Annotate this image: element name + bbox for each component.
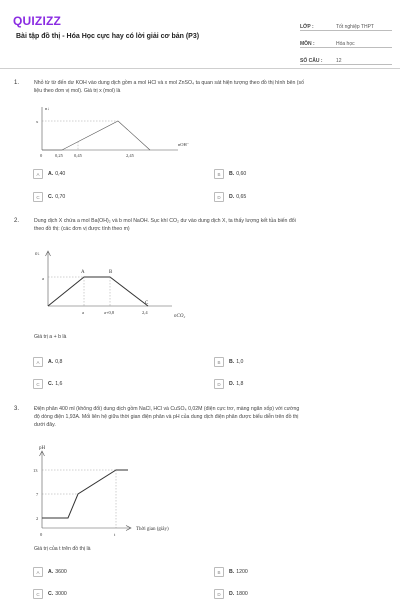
option-text: 0,65: [236, 194, 247, 200]
graph-x-tick: a: [82, 310, 84, 315]
option-text: 1200: [236, 569, 248, 575]
graph-y-tick: 7: [36, 492, 39, 497]
question-text-line: liệu theo đơn vị mol). Giá trị x (mol) là: [34, 88, 121, 94]
option-letter: C.: [48, 194, 54, 200]
option-marker: A: [33, 169, 43, 179]
option-text: 1,6: [55, 381, 63, 387]
option-marker: B: [214, 169, 224, 179]
option-marker: C: [33, 192, 43, 202]
question-text-line: dưới đây.: [34, 422, 56, 428]
document-title: Bài tập đồ thị - Hóa Học cực hay có lời giải cơ bản (P3): [16, 33, 200, 40]
option-marker: B: [214, 357, 224, 367]
graph-point-label: B: [109, 270, 113, 275]
meta-value: 12: [336, 58, 342, 64]
option-text: 3600: [55, 569, 67, 575]
question-text-line: theo đồ thị: (các đơn vị được tính theo m): [34, 226, 130, 232]
graph-x-tick: 2,45: [126, 153, 134, 158]
question-number: 3.: [14, 406, 20, 412]
question-text-line: Nhỏ từ từ đến dư KOH vào dung dịch gồm a mol HCl và x mol ZnSO₄ ta quan sát hiện tượng theo đồ thị hình bên (số: [34, 80, 304, 86]
graph-point-label: A: [81, 270, 85, 275]
graph-y-label: x: [36, 119, 39, 124]
option-letter: B.: [229, 359, 235, 365]
graph-y-axis-label: pH: [39, 446, 46, 451]
question-text-line: Điện phân 400 ml (không đổi) dung dịch gồm NaCl, HCl và CuSO₄ 0,02M (điện cực trơ, màng ngăn xốp) với cường: [34, 406, 300, 412]
option-text: 0,40: [55, 171, 66, 177]
meta-label: MÔN :: [300, 41, 315, 47]
graph-y-axis-label: n↓: [45, 106, 50, 111]
question-prompt: Giá trị a + b là: [34, 334, 67, 340]
graph-x-tick: 0: [40, 153, 43, 158]
option-marker: C: [33, 589, 43, 599]
option-text: 3000: [55, 591, 67, 597]
graph-point-label: C: [145, 301, 149, 306]
graph-y-label: a: [42, 276, 44, 281]
graph-y-axis-label: n↓: [35, 252, 40, 257]
option-marker: D: [214, 192, 224, 202]
option-letter: C.: [48, 591, 54, 597]
option-marker: B: [214, 567, 224, 577]
meta-label: SỐ CÂU :: [300, 58, 323, 64]
option-marker: D: [214, 379, 224, 389]
graph-x-tick: t: [114, 532, 116, 537]
answer-option-b[interactable]: [214, 567, 248, 577]
graph-x-tick: 0,25: [55, 153, 63, 158]
option-text: 1800: [236, 591, 248, 597]
option-text: 0,70: [55, 194, 66, 200]
meta-label: LỚP :: [300, 24, 314, 30]
option-text: 1,0: [236, 359, 244, 365]
graph-x-tick: a+0,8: [104, 310, 115, 315]
answer-option-d[interactable]: [214, 589, 248, 599]
graph-x-axis-label: Thời gian (giây): [136, 527, 169, 532]
graph-x-axis-label: nCO₂: [174, 314, 186, 319]
question-prompt: Giá trị của t trên đồ thị là: [34, 546, 91, 552]
option-letter: A.: [48, 359, 54, 365]
graph-x-tick: 2,4: [142, 310, 148, 315]
graph-x-axis-label: nOH⁻: [178, 142, 190, 147]
question-number: 1.: [14, 80, 20, 86]
graph-x-origin: 0: [40, 532, 43, 537]
option-letter: A.: [48, 171, 54, 177]
quizizz-logo: QUIZIZZ: [13, 14, 62, 28]
answer-option-a[interactable]: [33, 567, 67, 577]
option-marker: A: [33, 357, 43, 367]
question-text-line: Dung dịch X chứa a mol Ba(OH)₂ và b mol NaOH. Sục khí CO₂ dư vào dung dịch X, ta thấy lượng kết tủa biến đổi: [34, 218, 296, 224]
option-letter: D.: [229, 381, 235, 387]
option-letter: A.: [48, 569, 54, 575]
question-text-line: độ dòng điện 1,93A. Mối liên hệ giữa thời gian điện phân và pH của dung dịch điện phân được biểu diễn trên đồ thị: [34, 414, 299, 420]
option-text: 0,60: [236, 171, 247, 177]
option-letter: D.: [229, 591, 235, 597]
option-letter: B.: [229, 171, 235, 177]
question-number: 2.: [14, 218, 20, 224]
option-letter: D.: [229, 194, 235, 200]
option-marker: C: [33, 379, 43, 389]
meta-value: Hóa học: [336, 41, 355, 47]
option-marker: D: [214, 589, 224, 599]
graph-y-tick: 2: [36, 516, 39, 521]
option-letter: B.: [229, 569, 235, 575]
option-letter: C.: [48, 381, 54, 387]
option-text: 0,8: [55, 359, 63, 365]
graph-x-tick: 0,45: [74, 153, 82, 158]
option-text: 1,8: [236, 381, 244, 387]
graph-y-tick: 13: [33, 468, 38, 473]
option-marker: A: [33, 567, 43, 577]
meta-value: Tốt nghiệp THPT: [336, 24, 374, 30]
answer-option-c[interactable]: [33, 589, 67, 599]
